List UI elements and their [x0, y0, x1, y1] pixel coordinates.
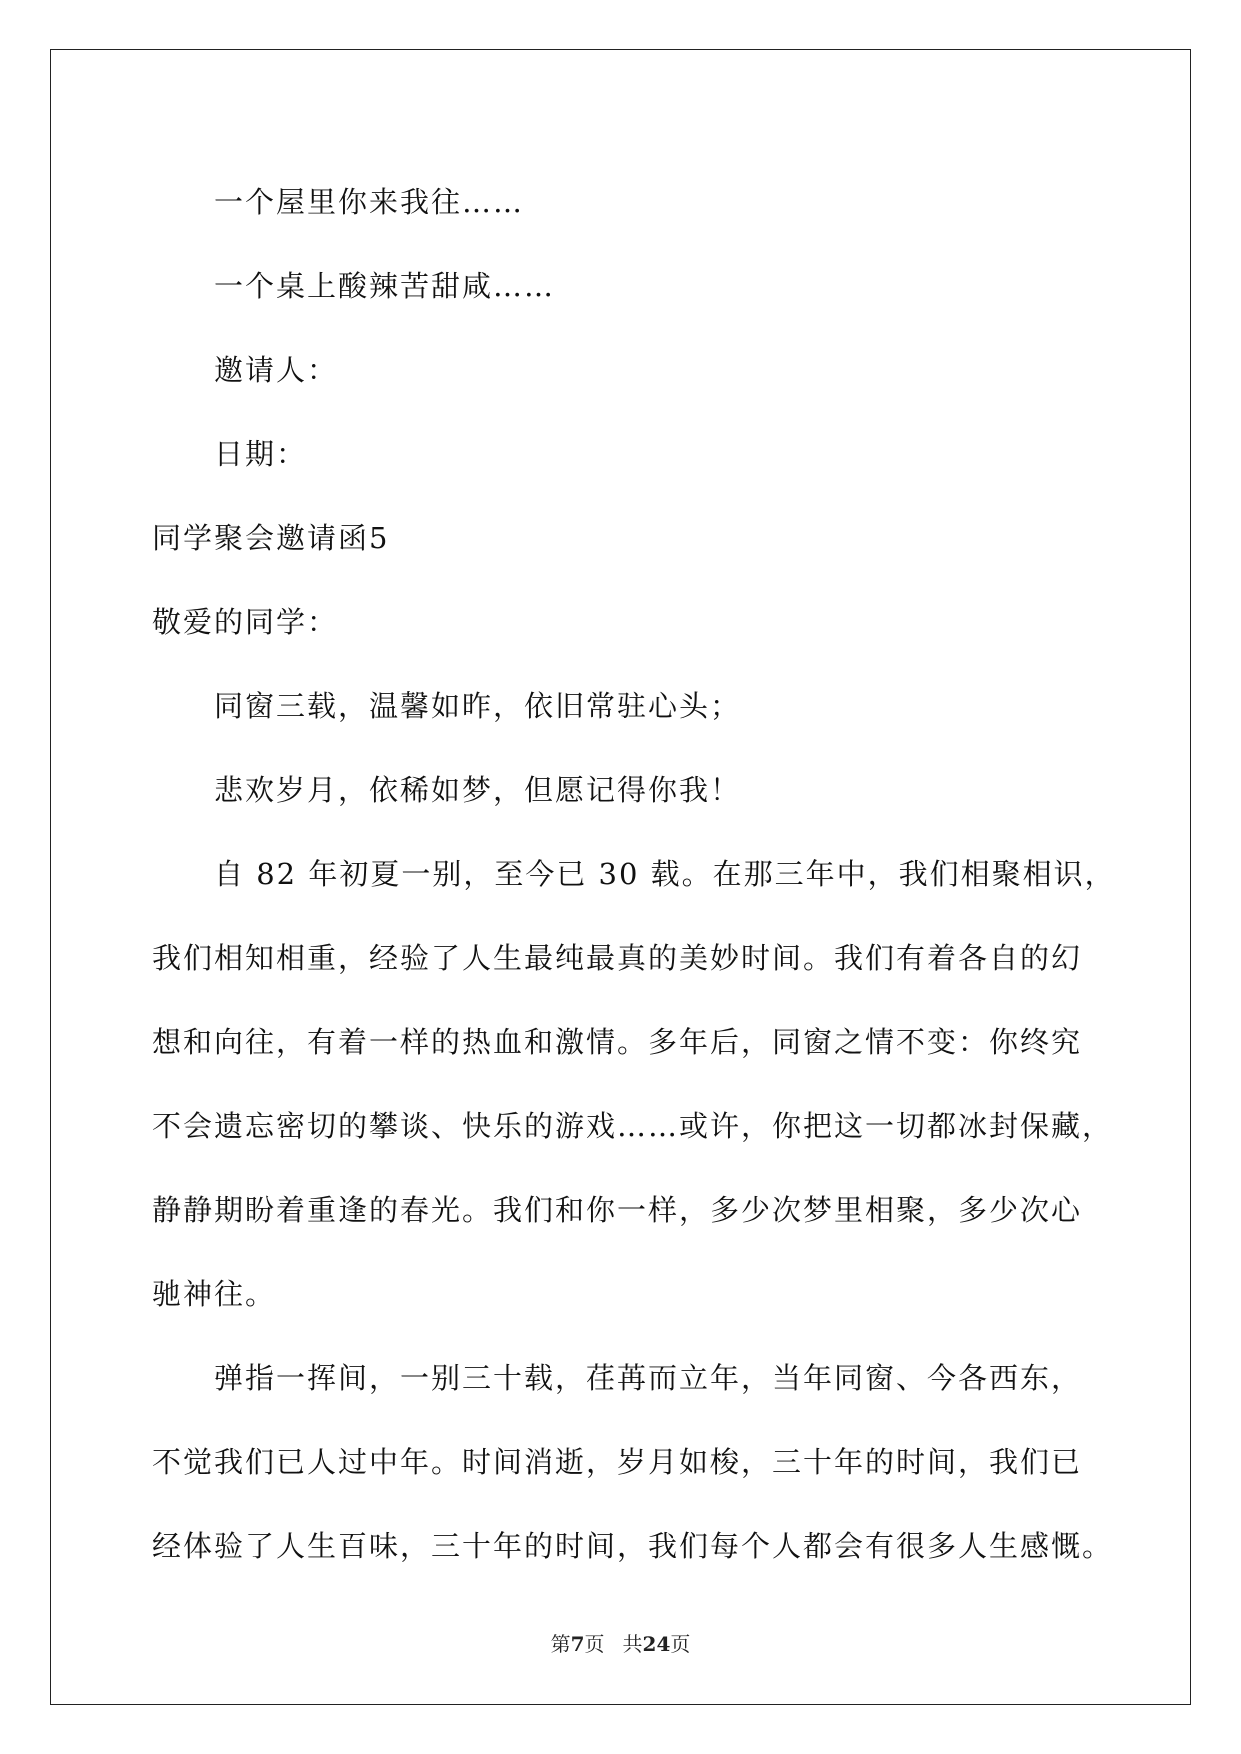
salutation: 敬爱的同学：	[152, 605, 339, 639]
paragraph-line-8: 悲欢岁月，依稀如梦，但愿记得你我！	[214, 773, 742, 807]
paragraph-line-15: 弹指一挥间，一别三十载，荏苒而立年，当年同窗、今各西东，	[214, 1361, 1083, 1395]
total-suffix: 页	[670, 1632, 691, 1656]
paragraph-line-1: 一个屋里你来我往……	[214, 185, 525, 219]
paragraph-line-9: 自 82 年初夏一别，至今已 30 载。在那三年中，我们相聚相识，	[214, 857, 1116, 891]
paragraph-line-11: 想和向往，有着一样的热血和激情。多年后，同窗之情不变：你终究	[152, 1025, 1083, 1059]
paragraph-line-7: 同窗三载，温馨如昨，依旧常驻心头；	[214, 689, 742, 723]
paragraph-line-13: 静静期盼着重逢的春光。我们和你一样，多少次梦里相聚，多少次心	[152, 1193, 1083, 1227]
page-footer	[0, 1628, 1241, 1657]
inviter-label: 邀请人：	[214, 353, 339, 387]
paragraph-line-16: 不觉我们已人过中年。时间消逝，岁月如梭，三十年的时间，我们已	[152, 1445, 1083, 1479]
page-current: 7	[570, 1632, 585, 1656]
document-body	[152, 160, 1116, 1588]
paragraph-line-17: 经体验了人生百味，三十年的时间，我们每个人都会有很多人生感慨。	[152, 1529, 1114, 1563]
paragraph-line-2: 一个桌上酸辣苦甜咸……	[214, 269, 556, 303]
page-mid: 页	[584, 1632, 605, 1656]
page-prefix: 第	[550, 1632, 571, 1656]
section-heading: 同学聚会邀请函5	[152, 521, 390, 555]
paragraph-line-12: 不会遗忘密切的攀谈、快乐的游戏……或许，你把这一切都冰封保藏，	[152, 1109, 1114, 1143]
page-total: 24	[642, 1632, 671, 1656]
paragraph-line-14: 驰神往。	[152, 1277, 277, 1311]
date-label: 日期：	[214, 437, 308, 471]
total-prefix: 共	[622, 1632, 643, 1656]
paragraph-line-10: 我们相知相重，经验了人生最纯最真的美妙时间。我们有着各自的幻	[152, 941, 1083, 975]
